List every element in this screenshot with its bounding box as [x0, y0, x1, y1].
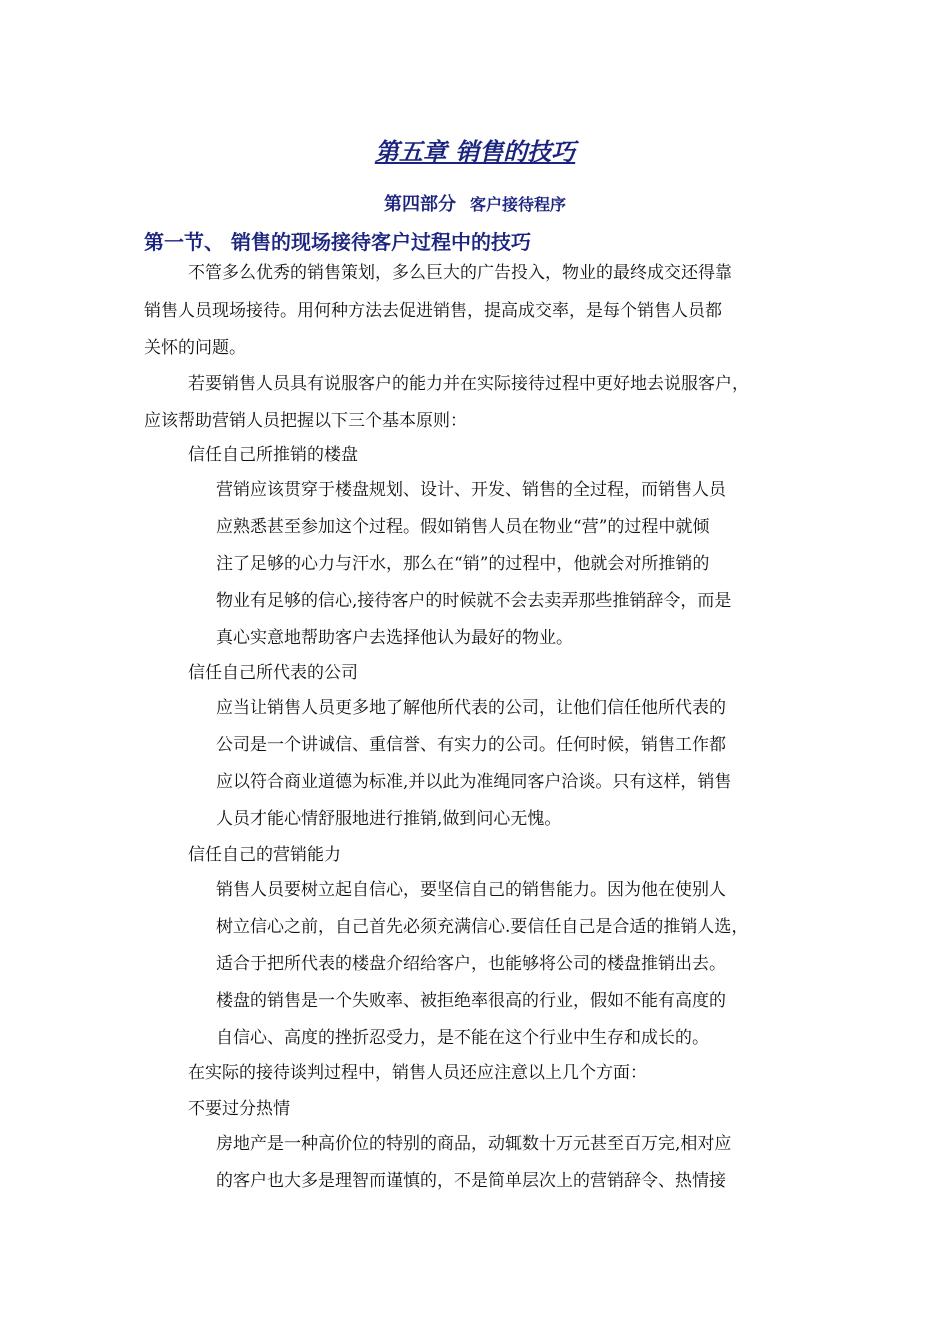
principle-line: 公司是一个讲诚信、重信誉、有实力的公司。任何时候，销售工作都	[216, 735, 726, 755]
part-subtitle: 客户接待程序	[469, 195, 566, 214]
note-line: 在实际的接待谈判过程中，销售人员还应注意以上几个方面：	[188, 1063, 647, 1083]
principle-line: 树立信心之前，自己首先必须充满信心.要信任自己是合适的推销人选，	[216, 917, 749, 937]
principle-line: 注了足够的心力与汗水，那么在“销”的过程中，他就会对所推销的	[216, 554, 710, 574]
intro-p2-line: 若要销售人员具有说服客户的能力并在实际接待过程中更好地去说服客户，	[188, 374, 749, 394]
principle-line: 自信心、高度的挫折忍受力，是不能在这个行业中生存和成长的。	[216, 1028, 709, 1048]
principle-line: 楼盘的销售是一个失败率、被拒绝率很高的行业，假如不能有高度的	[216, 991, 726, 1011]
principle-line: 应熟悉甚至参加这个过程。假如销售人员在物业“营”的过程中就倾	[216, 517, 710, 537]
aspect-line: 的客户也大多是理智而谨慎的，不是简单层次上的营销辞令、热情接	[216, 1171, 726, 1191]
intro-p2-line: 应该帮助营销人员把握以下三个基本原则：	[144, 411, 467, 431]
principle-title: 信任自己所推销的楼盘	[188, 445, 358, 465]
intro-p1-line: 销售人员现场接待。用何种方法去促进销售，提高成交率，是每个销售人员都	[144, 301, 722, 321]
principle-line: 应以符合商业道德为标准,并以此为准绳同客户洽谈。只有这样，销售	[216, 772, 732, 792]
principle-line: 真心实意地帮助客户去选择他认为最好的物业。	[216, 628, 573, 648]
intro-p1-line: 关怀的问题。	[144, 338, 246, 358]
aspect-title: 不要过分热情	[188, 1099, 290, 1119]
principle-title: 信任自己的营销能力	[188, 845, 341, 865]
principle-line: 物业有足够的信心,接待客户的时候就不会去卖弄那些推销辞令，而是	[216, 591, 732, 611]
intro-p1-line: 不管多么优秀的销售策划，多么巨大的广告投入，物业的最终成交还得靠	[188, 263, 732, 283]
principle-line: 应当让销售人员更多地了解他所代表的公司，让他们信任他所代表的	[216, 698, 726, 718]
principle-title: 信任自己所代表的公司	[188, 663, 358, 683]
principle-line: 人员才能心情舒服地进行推销,做到问心无愧。	[216, 809, 562, 829]
principle-line: 销售人员要树立起自信心，要坚信自己的销售能力。因为他在使别人	[216, 880, 726, 900]
section-title: 第一节、 销售的现场接待客户过程中的技巧	[144, 230, 531, 254]
part-label: 第四部分	[383, 194, 456, 215]
chapter-title: 第五章 销售的技巧	[374, 138, 576, 166]
aspect-line: 房地产是一种高价位的特别的商品，动辄数十万元甚至百万完,相对应	[216, 1134, 732, 1154]
principle-line: 适合于把所代表的楼盘介绍给客户，也能够将公司的楼盘推销出去。	[216, 954, 726, 974]
part-heading	[0, 190, 950, 216]
principle-line: 营销应该贯穿于楼盘规划、设计、开发、销售的全过程，而销售人员	[216, 480, 726, 500]
